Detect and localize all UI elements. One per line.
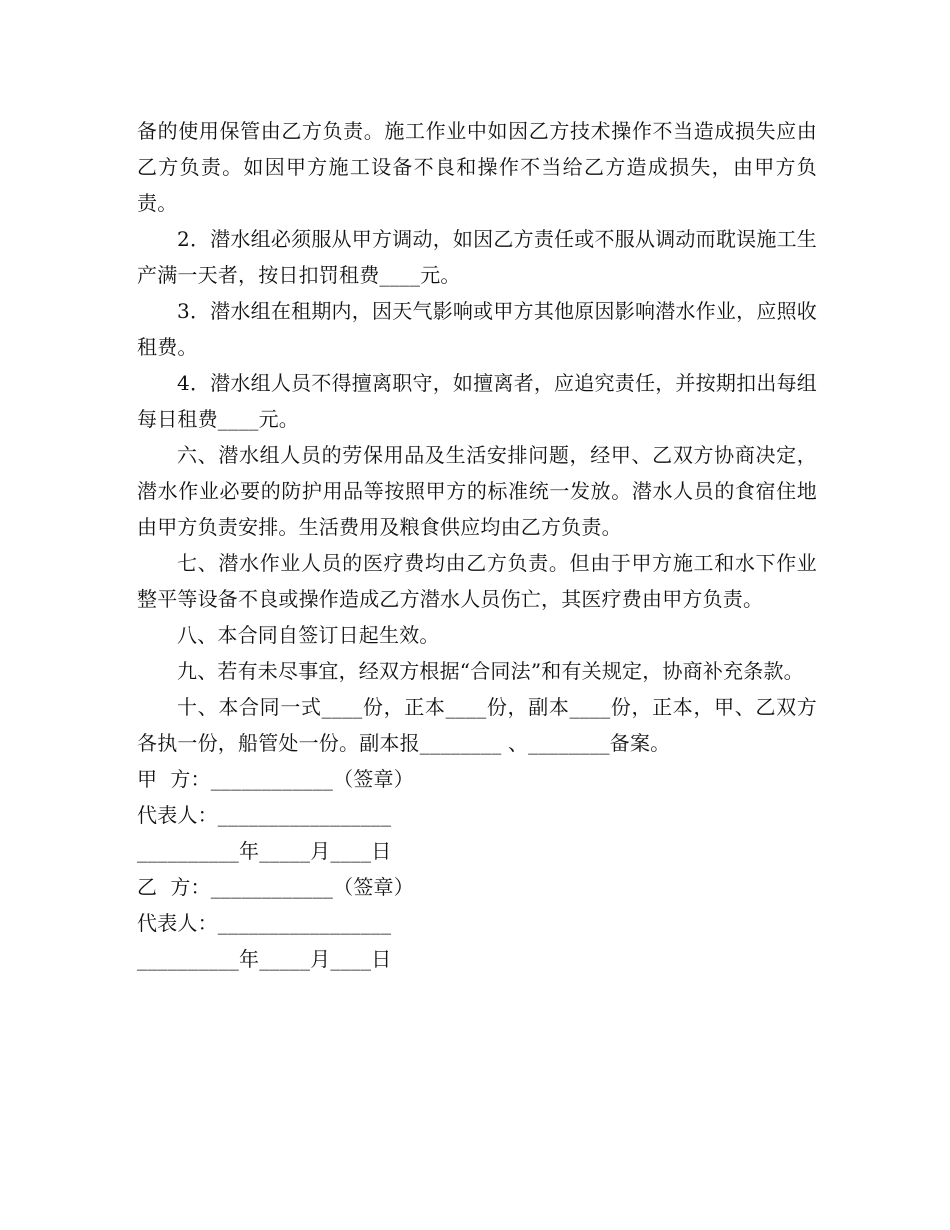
paragraph-clause-2: 2．潜水组必须服从甲方调动，如因乙方责任或不服从调动而耽误施工生产满一天者，按日扣罚租费____元。 <box>137 227 817 287</box>
paragraph-article-8: 八、本合同自签订日起生效。 <box>177 623 440 647</box>
paragraph-article-7: 七、潜水作业人员的医疗费均由乙方负责。但由于甲方施工和水下作业整平等设备不良或操作造成乙方潜水人员伤亡，其医疗费由甲方负责。 <box>137 551 817 611</box>
party-a-representative-line: 代表人：_________________ <box>137 803 392 827</box>
party-a-date-line: __________年_____月____日 <box>137 839 392 863</box>
paragraph-equipment-custody: 备的使用保管由乙方负责。施工作业中如因乙方技术操作不当造成损失应由乙方负责。如因甲方施工设备不良和操作不当给乙方造成损失，由甲方负责。 <box>137 119 817 215</box>
party-a-line: 甲 方：____________（签章） <box>137 767 414 791</box>
contract-body <box>137 113 817 977</box>
party-b-date-line: __________年_____月____日 <box>137 947 392 971</box>
party-b-representative-line: 代表人：_________________ <box>137 911 392 935</box>
signature-block <box>137 761 817 977</box>
paragraph-clause-3: 3．潜水组在租期内，因天气影响或甲方其他原因影响潜水作业，应照收租费。 <box>137 299 817 359</box>
party-b-line: 乙 方：____________（签章） <box>137 875 414 899</box>
paragraph-article-9: 九、若有未尽事宜，经双方根据“合同法”和有关规定，协商补充条款。 <box>177 659 804 683</box>
paragraph-article-6: 六、潜水组人员的劳保用品及生活安排问题，经甲、乙双方协商决定，潜水作业必要的防护用品等按照甲方的标准统一发放。潜水人员的食宿住地由甲方负责安排。生活费用及粮食供应均由乙方负责。 <box>137 443 817 539</box>
paragraph-article-10: 十、本合同一式____份，正本____份，副本____份，正本，甲、乙双方各执一份，船管处一份。副本报________ 、________备案。 <box>137 695 817 755</box>
paragraph-clause-4: 4．潜水组人员不得擅离职守，如擅离者，应追究责任，并按期扣出每组每日租费____元。 <box>137 371 817 431</box>
